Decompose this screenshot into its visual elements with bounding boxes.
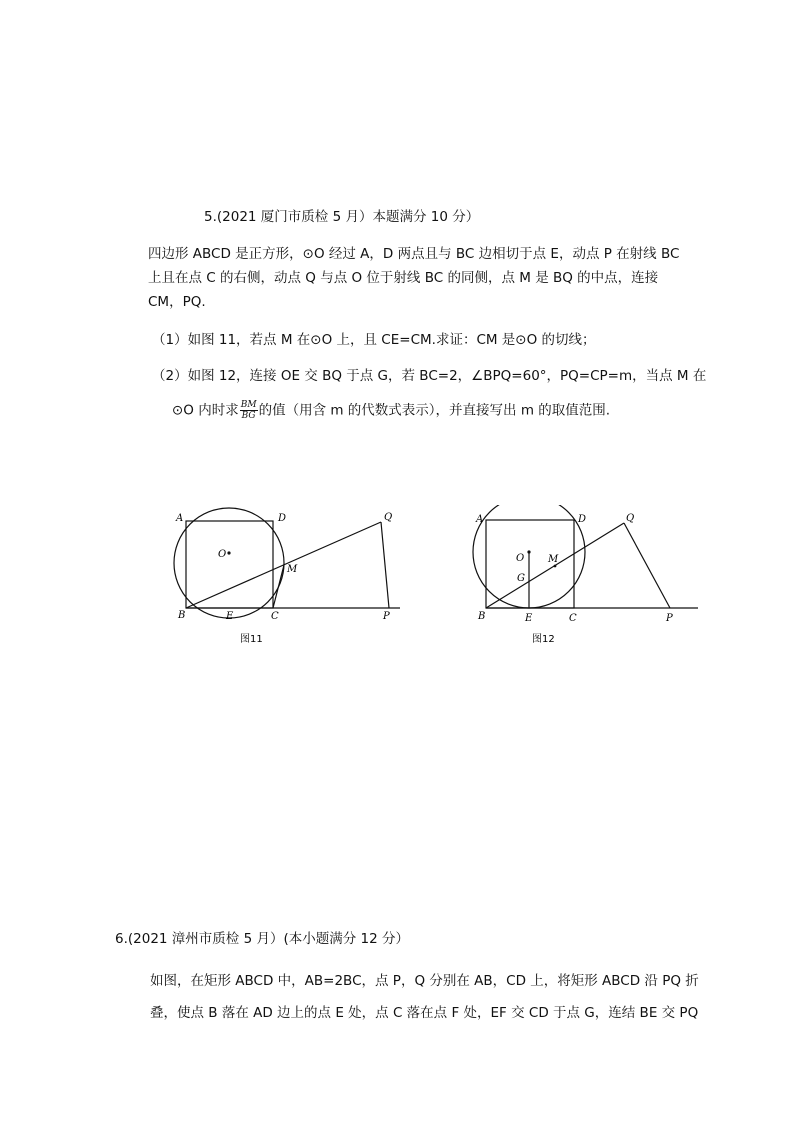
q5-part-1: （1）如图 11，若点 M 在⊙O 上，且 CE=CM.求证：CM 是⊙O 的切线； [152, 332, 596, 348]
figure-12 [470, 505, 720, 655]
fig11-label-c: C [271, 611, 279, 622]
fig11-caption: 图11 [240, 634, 263, 645]
q5-part-2-text-a: ⊙O 内时求 [172, 402, 239, 419]
fig11-segment-qp [381, 522, 389, 608]
fig11-label-d: D [278, 513, 287, 524]
fraction-numerator: BM [240, 400, 257, 410]
figure-11 [170, 505, 430, 655]
fig12-label-m: M [548, 554, 559, 565]
fig12-label-c: C [569, 613, 577, 624]
q5-text-line-3: CM，PQ. [148, 294, 206, 310]
q6-header: 6.(2021 漳州市质检 5 月）(本小题满分 12 分） [115, 931, 409, 947]
fig11-label-q: Q [384, 512, 393, 523]
fig11-label-o: O [218, 549, 227, 560]
fraction-denominator: BG [241, 411, 256, 421]
q5-header: 5.(2021 厦门市质检 5 月）本题满分 10 分） [204, 209, 480, 225]
fraction-bm-over-bg [240, 400, 258, 421]
fig11-square-abcd [186, 521, 273, 608]
q5-part-2-text-b: 的值（用含 m 的代数式表示），并直接写出 m 的取值范围. [258, 402, 611, 419]
fig11-label-a: A [176, 513, 184, 524]
fig12-caption: 图12 [532, 634, 555, 645]
fig12-point-m [554, 565, 557, 568]
fig12-label-a: A [476, 514, 484, 525]
fig11-label-m: M [287, 564, 298, 575]
fig12-label-e: E [525, 613, 533, 624]
fig12-label-o: O [516, 553, 525, 564]
q6-text-line-1: 如图，在矩形 ABCD 中，AB=2BC，点 P，Q 分别在 AB，CD 上，将矩形 ABCD 沿 PQ 折 [150, 973, 699, 989]
fig11-label-p: P [383, 611, 390, 622]
fig11-label-b: B [178, 610, 186, 621]
fig12-label-g: G [517, 573, 525, 584]
q5-text-line-1: 四边形 ABCD 是正方形，⊙O 经过 A，D 两点且与 BC 边相切于点 E，动点 P 在射线 BC [148, 246, 680, 262]
fig12-square-abcd [486, 520, 574, 608]
fig12-segment-qp [624, 523, 670, 608]
fig12-label-b: B [478, 611, 486, 622]
fig12-center-dot [527, 550, 530, 553]
fig11-circle-o [174, 508, 287, 618]
q5-text-line-2: 上且在点 C 的右侧，动点 Q 与点 O 位于射线 BC 的同侧，点 M 是 BQ 的中点，连接 [148, 270, 659, 286]
q5-part-2-line-2 [172, 400, 610, 421]
q6-text-line-2: 叠，使点 B 落在 AD 边上的点 E 处，点 C 落在点 F 处，EF 交 CD 于点 G，连结 BE 交 PQ [150, 1005, 699, 1021]
fig11-center-dot [227, 551, 230, 554]
fig12-label-d: D [578, 514, 587, 525]
fig12-label-q: Q [626, 513, 635, 524]
fig12-label-p: P [666, 613, 673, 624]
q5-part-2-line-1: （2）如图 12，连接 OE 交 BQ 于点 G，若 BC=2，∠BPQ=60°，PQ=CP=m，当点 M 在 [152, 368, 707, 384]
fig11-label-e: E [226, 611, 234, 622]
fig11-segment-cm [273, 565, 284, 608]
